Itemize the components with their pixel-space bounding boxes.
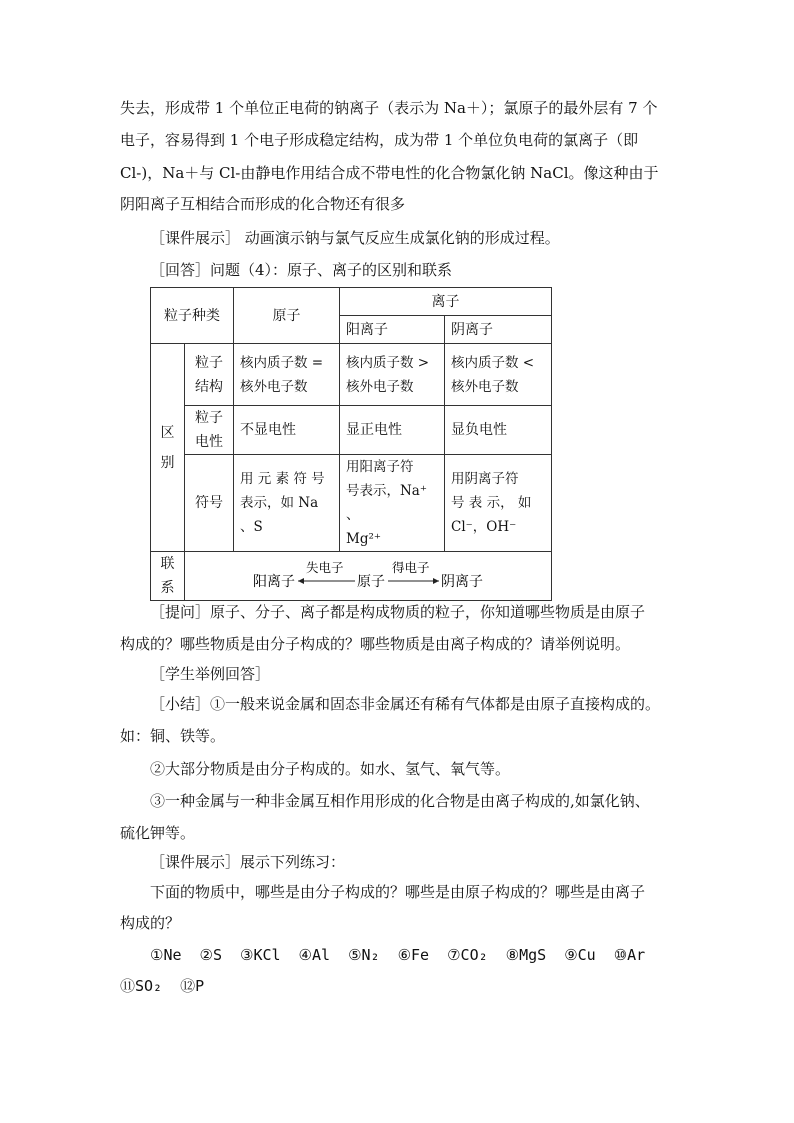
exercise-item: ⑤N₂ (348, 946, 380, 964)
sub-label-symbol: 符号 (185, 455, 234, 552)
header-anion: 阴离子 (445, 316, 552, 344)
exercise-item: ③KCl (240, 946, 281, 964)
summary-line: ③一种金属与一种非金属互相作用形成的化合物是由离子构成的,如氯化钠、 (150, 792, 650, 810)
cell-symbol-anion: 用阴离子符 号 表 示， 如 Cl⁻，OH⁻ (445, 455, 552, 552)
relation-diagram (185, 554, 550, 598)
cell-charge-anion: 显负电性 (445, 406, 552, 455)
summary-line: 硫化钾等。 (120, 824, 196, 842)
cell-structure-atom: 核内质子数 = 核外电子数 (234, 344, 340, 406)
sub-label-charge: 粒子 电性 (185, 406, 234, 455)
header-cation: 阳离子 (340, 316, 445, 344)
relation-atom-label: 原子 (357, 574, 385, 590)
row-label-difference: 区 别 (151, 344, 185, 552)
exercise-question: 下面的物质中，哪些是由分子构成的？哪些是由原子构成的？哪些是由离子 (150, 883, 646, 901)
cell-structure-anion: 核内质子数 < 核外电子数 (445, 344, 552, 406)
cell-relation-diagram (185, 552, 552, 601)
summary-line: ②大部分物质是由分子构成的。如水、氢气、氧气等。 (150, 760, 511, 778)
sub-label-structure: 粒子 结构 (185, 344, 234, 406)
atom-ion-comparison-table (150, 287, 552, 601)
paragraph-line: 电子，容易得到 1 个电子形成稳定结构，成为带 1 个单位负电荷的氯离子（即 (120, 131, 639, 149)
exercise-items-line-2 (120, 976, 204, 996)
cell-charge-atom: 不显电性 (234, 406, 340, 455)
gain-arrow-head (433, 578, 439, 584)
answer-heading: ［回答］问题（4）：原子、离子的区别和联系 (150, 261, 453, 279)
exercise-item: ⑩Ar (613, 946, 646, 964)
gain-electron-label: 得电子 (392, 560, 430, 575)
exercise-item: ⑥Fe (397, 946, 430, 964)
lose-arrow-head (298, 578, 304, 584)
cell-symbol-cation: 用阳离子符 号表示，Na⁺ 、 Mg²⁺ (340, 455, 445, 552)
exercise-item: ②S (199, 946, 222, 964)
question-line: ［提问］原子、分子、离子都是构成物质的粒子，你知道哪些物质是由原子 (150, 603, 646, 621)
summary-line: 如：铜、铁等。 (120, 727, 226, 745)
exercise-item: ①Ne (150, 946, 182, 964)
header-atom: 原子 (234, 288, 340, 344)
exercise-heading: ［课件展示］展示下列练习： (150, 853, 346, 871)
paragraph-line: Cl-)，Na＋与 Cl-由静电作用结合成不带电性的化合物氯化钠 NaCl。像这种由于 (120, 164, 659, 182)
summary-line: ［小结］①一般来说金属和固态非金属还有稀有气体都是由原子直接构成的。 (150, 695, 661, 713)
exercise-items-line-1 (150, 945, 645, 965)
header-ion: 离子 (340, 288, 552, 316)
exercise-item: ⑫P (180, 977, 205, 995)
student-answer-heading: ［学生举例回答］ (150, 665, 271, 683)
relation-anion-label: 阴离子 (441, 574, 483, 590)
header-particle-type: 粒子种类 (151, 288, 234, 344)
cell-symbol-atom: 用 元 素 符 号 表示，如 Na 、S (234, 455, 340, 552)
exercise-item: ⑪SO₂ (120, 977, 163, 995)
exercise-item: ⑨Cu (564, 946, 596, 964)
cell-charge-cation: 显正电性 (340, 406, 445, 455)
courseware-note: ［课件展示］ 动画演示钠与氯气反应生成氯化钠的形成过程。 (150, 229, 560, 247)
paragraph-line: 阴阳离子互相结合而形成的化合物还有很多 (120, 195, 406, 213)
row-label-relation: 联 系 (151, 552, 185, 601)
exercise-question: 构成的？ (120, 914, 181, 932)
exercise-item: ⑦CO₂ (447, 946, 488, 964)
lose-electron-label: 失电子 (306, 560, 344, 575)
question-line: 构成的？哪些物质是由分子构成的？哪些物质是由离子构成的？请举例说明。 (120, 635, 631, 653)
exercise-item: ⑧MgS (505, 946, 547, 964)
relation-cation-label: 阳离子 (253, 574, 295, 590)
exercise-item: ④Al (298, 946, 331, 964)
cell-structure-cation: 核内质子数 > 核外电子数 (340, 344, 445, 406)
paragraph-line: 失去，形成带 1 个单位正电荷的钠离子（表示为 Na＋）；氯原子的最外层有 7 个 (120, 99, 658, 117)
